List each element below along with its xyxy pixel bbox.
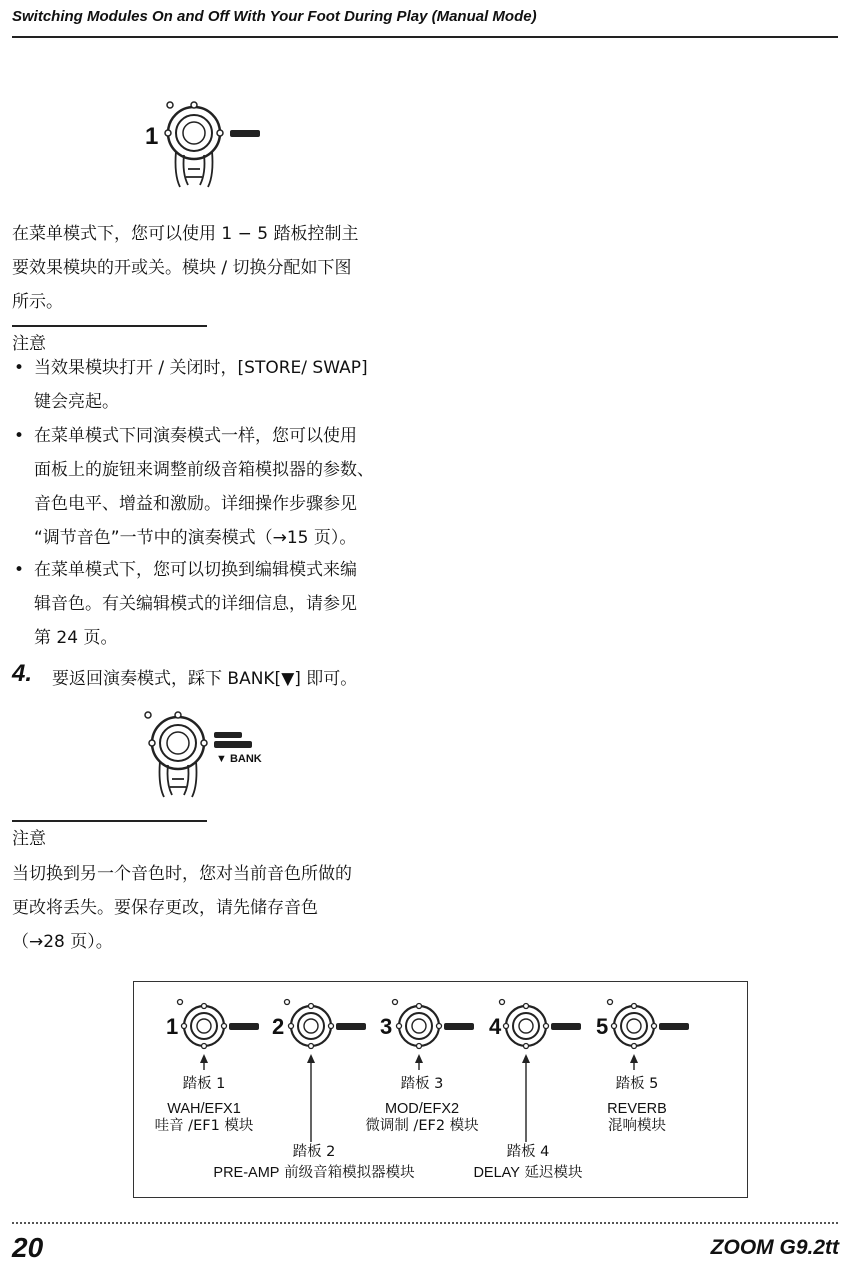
footer-divider: [12, 1222, 838, 1224]
led-icon: [500, 1000, 505, 1005]
module-label-plate: [229, 1023, 259, 1030]
screw-icon: [182, 1024, 187, 1029]
pedal-number: 4: [489, 1014, 502, 1039]
bullet-icon: •: [14, 560, 25, 580]
screw-icon: [632, 1004, 637, 1009]
pedal-number: 1: [166, 1014, 179, 1039]
pedal-1-name: 踏板 1: [182, 1076, 226, 1092]
led-icon: [608, 1000, 613, 1005]
pedal-number: 3: [380, 1014, 393, 1039]
footswitch-ring: [513, 1013, 539, 1039]
module-label-plate: [551, 1023, 581, 1030]
page-number: 20: [12, 1232, 44, 1263]
bullet-line: 第 24 页。: [34, 628, 118, 648]
bullet-line: 音色电平、增益和激励。详细操作步骤参见: [34, 494, 357, 514]
pedal-2-module: [194, 1165, 434, 1182]
screw-icon: [202, 1004, 207, 1009]
screw-icon: [612, 1024, 617, 1029]
note-divider: [12, 325, 207, 327]
screw-icon: [524, 1044, 529, 1049]
bullet-line: “调节音色”一节中的演奏模式（→15 页）。: [34, 528, 357, 548]
pedal-illustration-1: [140, 95, 280, 195]
footswitch-center: [627, 1019, 641, 1033]
bullet-line: 键会亮起。: [34, 392, 119, 412]
intro-paragraph: [12, 217, 442, 319]
screw-icon: [437, 1024, 442, 1029]
pedal-number: 2: [272, 1014, 285, 1039]
footswitch-icon: [140, 705, 290, 800]
bullet-line: 在菜单模式下同演奏模式一样，您可以使用: [34, 426, 357, 446]
footswitch-ring: [621, 1013, 647, 1039]
footswitch-center: [304, 1019, 318, 1033]
footswitch-ring: [298, 1013, 324, 1039]
module-label-plate: [659, 1023, 689, 1030]
pedal-3-module-cn: 微调制 /EF2 模块: [365, 1118, 479, 1134]
pedal-3-name: 踏板 3: [400, 1076, 444, 1092]
bullet-line: 在菜单模式下，您可以切换到编辑模式来编: [34, 560, 357, 580]
screw-icon: [202, 1044, 207, 1049]
bullet-line: 辑音色。有关编辑模式的详细信息，请参见: [34, 594, 357, 614]
pedal-5-name: 踏板 5: [615, 1076, 659, 1092]
step-4: [12, 660, 452, 694]
bullet-line: 面板上的旋钮来调整前级音箱模拟器的参数、: [34, 460, 374, 480]
pedal-3-module-en: MOD/EFX2: [384, 1101, 460, 1117]
note-line: （→28 页）。: [12, 932, 113, 952]
pedal-5-module-en: REVERB: [607, 1101, 667, 1117]
bullet-icon: •: [14, 358, 25, 378]
pedal-2-module-cn: 前级音箱模拟器模块: [284, 1165, 415, 1181]
pedal-2-module-en: PRE-AMP: [213, 1165, 280, 1181]
screw-icon: [524, 1004, 529, 1009]
pedal-4-module-en: DELAY: [473, 1165, 520, 1181]
step-number: 4.: [12, 660, 33, 687]
footswitch-ring: [191, 1013, 217, 1039]
led-icon: [285, 1000, 290, 1005]
led-icon: [393, 1000, 398, 1005]
screw-icon: [632, 1044, 637, 1049]
pedal-4-module: [448, 1165, 608, 1182]
screw-icon: [417, 1004, 422, 1009]
screw-icon: [504, 1024, 509, 1029]
note-label: 注意: [12, 829, 46, 849]
pedal-1-module-en: WAH/EFX1: [167, 1101, 241, 1117]
note-line: 更改将丢失。要保存更改，请先储存音色: [12, 898, 318, 918]
led-icon: [178, 1000, 183, 1005]
screw-icon: [309, 1044, 314, 1049]
pedal-4-module-cn: 延迟模块: [524, 1165, 583, 1181]
step-text: 要返回演奏模式，踩下 BANK[▼] 即可。: [52, 669, 358, 689]
arrow-head-icon: [200, 1054, 208, 1063]
arrow-head-icon: [630, 1054, 638, 1063]
page-header-title: Switching Modules On and Off With Your Foot During Play (Manual Mode): [12, 8, 537, 25]
note-bullet-item: [12, 351, 442, 419]
pedal-4-name: 踏板 4: [506, 1144, 550, 1160]
screw-icon: [417, 1044, 422, 1049]
bullet-icon: •: [14, 426, 25, 446]
footswitch-ring: [406, 1013, 432, 1039]
note-divider: [12, 820, 207, 822]
screw-icon: [544, 1024, 549, 1029]
arrow-head-icon: [415, 1054, 423, 1063]
note-line: 当切换到另一个音色时，您对当前音色所做的: [12, 864, 352, 884]
screw-icon: [289, 1024, 294, 1029]
pedal-1-module-cn: 哇音 /EF1 模块: [154, 1118, 254, 1134]
bank-pedal-illustration: [140, 705, 290, 800]
pedal-number: 5: [596, 1014, 609, 1039]
note-paragraph: [12, 857, 452, 959]
footer-brand: ZOOM G9.2tt: [710, 1236, 839, 1259]
note-bullet-item: [12, 419, 442, 555]
screw-icon: [222, 1024, 227, 1029]
pedal-number: 1: [145, 123, 159, 150]
header-divider: [12, 36, 838, 38]
pedal-assignment-diagram: [133, 981, 748, 1198]
note-label: 注意: [12, 334, 46, 354]
intro-line: 所示。: [12, 292, 63, 312]
bullet-line: 当效果模块打开 / 关闭时，[STORE/ SWAP]: [34, 358, 368, 378]
pedal-2-name: 踏板 2: [292, 1144, 336, 1160]
intro-line: 在菜单模式下，您可以使用 1 − 5 踏板控制主: [12, 224, 359, 244]
arrow-head-icon: [307, 1054, 315, 1063]
module-label-plate: [336, 1023, 366, 1030]
footswitch-icon: [162, 95, 272, 190]
screw-icon: [329, 1024, 334, 1029]
footswitch-center: [197, 1019, 211, 1033]
screw-icon: [397, 1024, 402, 1029]
screw-icon: [652, 1024, 657, 1029]
arrow-head-icon: [522, 1054, 530, 1063]
module-label-plate: [444, 1023, 474, 1030]
footswitch-center: [412, 1019, 426, 1033]
intro-line: 要效果模块的开或关。模块 / 切换分配如下图: [12, 258, 352, 278]
bank-label: ▼ BANK: [216, 753, 262, 765]
note-bullet-item: [12, 553, 442, 655]
footswitch-center: [519, 1019, 533, 1033]
pedal-5-module-cn: 混响模块: [608, 1118, 666, 1134]
screw-icon: [309, 1004, 314, 1009]
